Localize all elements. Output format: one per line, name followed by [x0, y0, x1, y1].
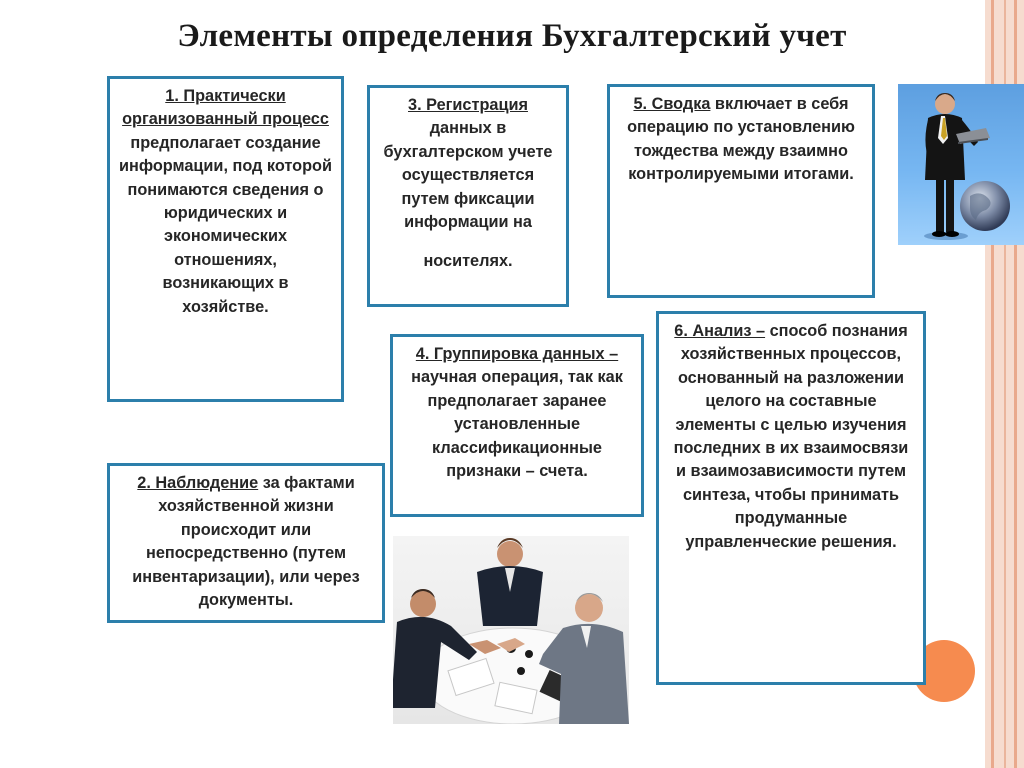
box-heading: 6. Анализ – — [674, 322, 766, 340]
box-body: предполагает создание информации, под которой понимаются сведения о юридических и экономических отношениях, возникающих в хозяйстве. — [118, 133, 332, 316]
box-heading: 5. Сводка — [633, 95, 711, 113]
businessman-image — [898, 84, 1024, 245]
box-body: включает в себя операцию по установлению тождества между взаимно контролируемыми итогами. — [627, 95, 855, 184]
box-body: за фактами хозяйственной жизни происходит или непосредственно (путем инвентаризации), или через документы. — [132, 474, 360, 610]
box-body-tail: носителях. — [423, 252, 513, 271]
text-box-observation — [107, 463, 385, 623]
box-heading: 2. Наблюдение — [137, 474, 259, 492]
box-heading: 3. Регистрация — [408, 96, 528, 114]
slide-title: Элементы определения Бухгалтерский учет — [177, 18, 847, 54]
box-body: данных в бухгалтерском учете осуществляется путем фиксации информации на — [383, 119, 553, 232]
box-heading: 1. Практически организованный процесс — [122, 87, 329, 129]
text-box-registration — [367, 85, 569, 307]
box-body: научная операция, так как предполагает заранее установленные классификационные признаки – счета. — [411, 368, 623, 481]
text-box-grouping — [390, 334, 644, 517]
box-heading: 4. Группировка данных – — [415, 345, 619, 363]
box-body: способ познания хозяйственных процессов, основанный на разложении целого на составные элементы с целью изучения последних в их взаимосвязи и взаимозависимости путем синтеза, чтобы принимать продуманные управленческие решения. — [673, 322, 909, 551]
text-box-process — [107, 76, 344, 402]
text-box-analysis — [656, 311, 926, 685]
business-meeting-image — [393, 536, 629, 724]
text-box-summary — [607, 84, 875, 298]
